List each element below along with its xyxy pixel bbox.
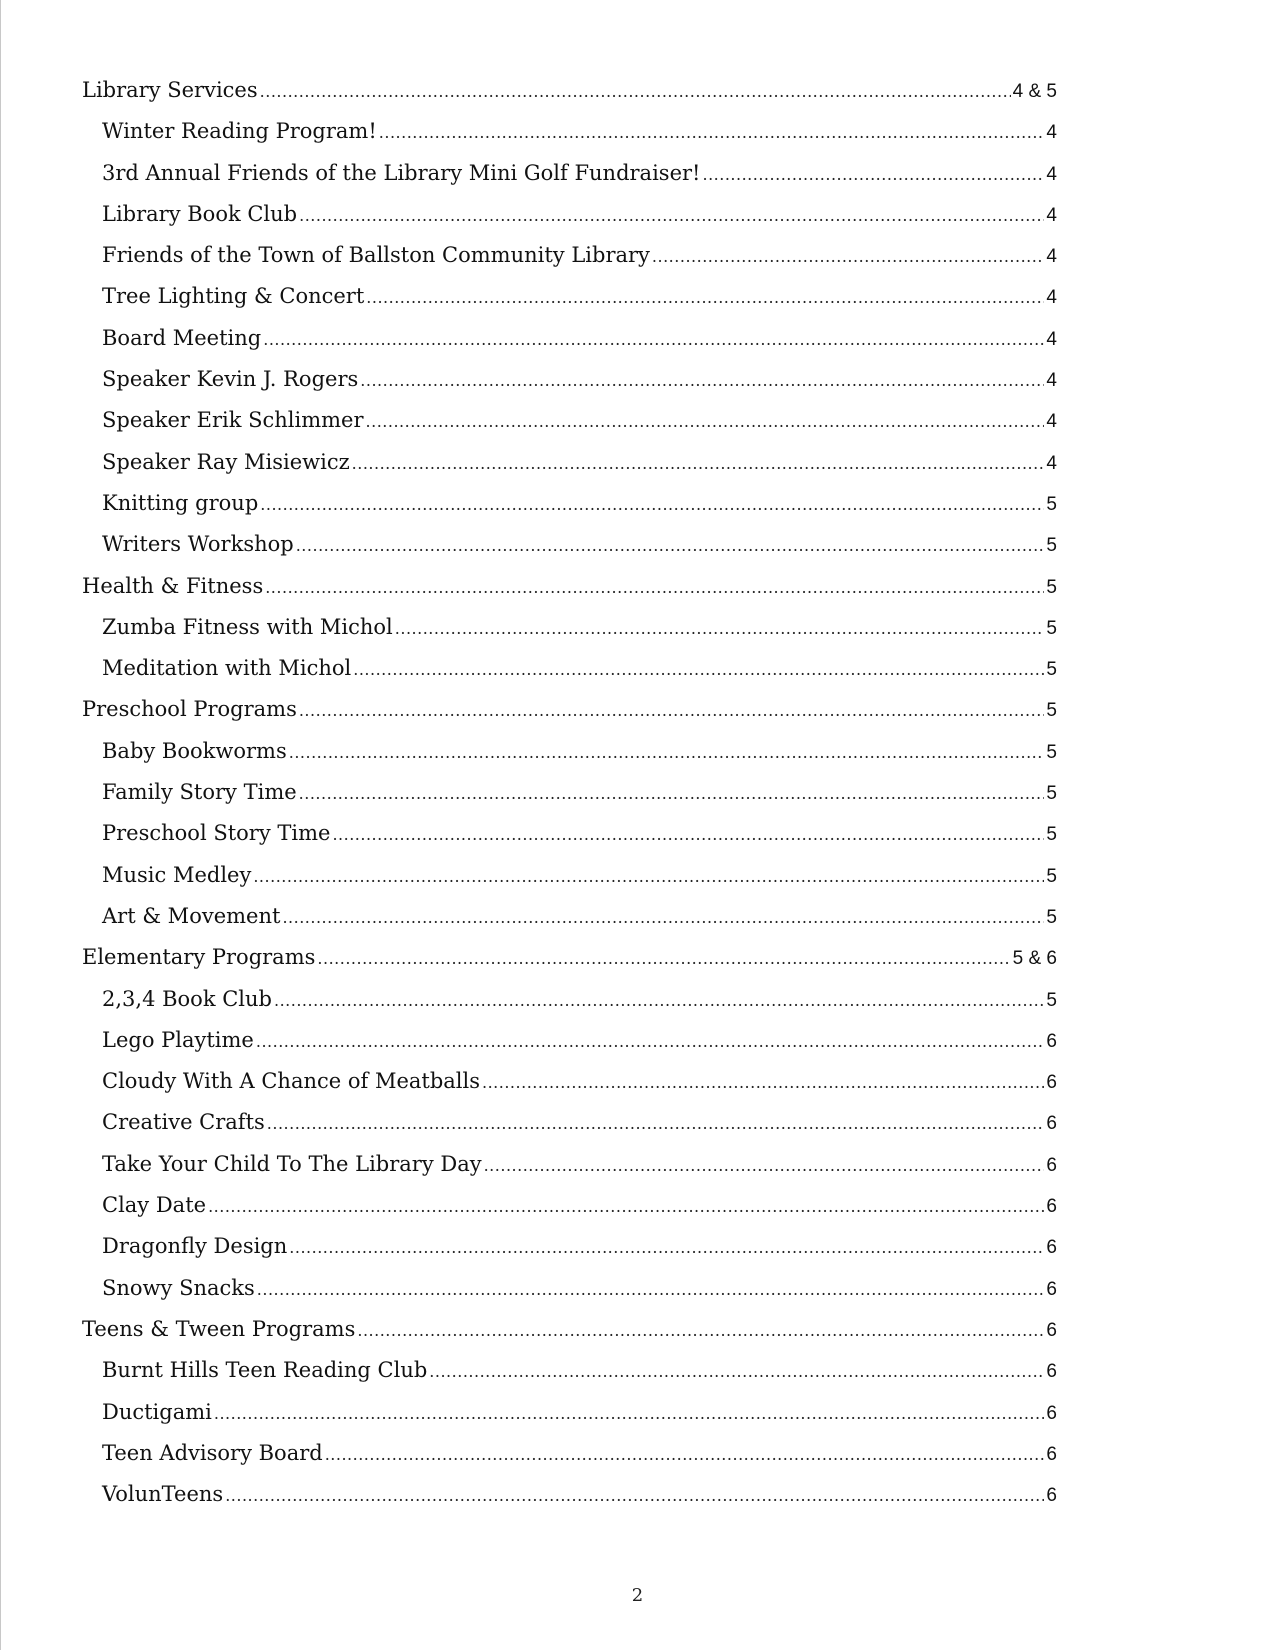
- toc-section-entry[interactable]: [82, 697, 1057, 738]
- toc-entry-title: Take Your Child To The Library Day: [102, 1151, 482, 1176]
- toc-subsection-entry[interactable]: [82, 1400, 1057, 1441]
- toc-entry-page-number: 5: [1046, 659, 1057, 681]
- toc-dot-leader: [702, 165, 1044, 184]
- toc-entry-title: Speaker Erik Schlimmer: [102, 408, 364, 433]
- toc-subsection-entry[interactable]: [82, 1441, 1057, 1482]
- toc-dot-leader: [257, 1280, 1045, 1299]
- toc-entry-page-number: 4: [1046, 452, 1057, 474]
- toc-subsection-entry[interactable]: [82, 1234, 1057, 1275]
- toc-dot-leader: [225, 1486, 1044, 1505]
- toc-subsection-entry[interactable]: [82, 615, 1057, 656]
- toc-dot-leader: [282, 908, 1044, 927]
- toc-entry-title: Burnt Hills Teen Reading Club: [102, 1358, 428, 1383]
- toc-entry-page-number: 4: [1046, 287, 1057, 309]
- toc-entry-title: Art & Movement: [102, 903, 281, 928]
- toc-subsection-entry[interactable]: [82, 1152, 1057, 1193]
- toc-entry-title: Writers Workshop: [102, 532, 294, 557]
- toc-entry-title: Friends of the Town of Ballston Community Library: [102, 243, 650, 268]
- toc-entry-page-number: 5: [1046, 989, 1057, 1011]
- toc-subsection-entry[interactable]: [82, 491, 1057, 532]
- toc-entry-title: 2,3,4 Book Club: [102, 986, 272, 1011]
- toc-entry-page-number: 4: [1046, 328, 1057, 350]
- toc-entry-title: Snowy Snacks: [102, 1275, 255, 1300]
- toc-entry-page-number: 4: [1046, 370, 1057, 392]
- toc-subsection-entry[interactable]: [82, 1276, 1057, 1317]
- toc-dot-leader: [482, 1073, 1044, 1092]
- toc-dot-leader: [263, 330, 1044, 349]
- toc-dot-leader: [429, 1362, 1044, 1381]
- toc-entry-page-number: 5: [1046, 617, 1057, 639]
- toc-section-entry[interactable]: [82, 78, 1057, 119]
- toc-entry-title: Lego Playtime: [102, 1027, 254, 1052]
- toc-entry-title: Speaker Ray Misiewicz: [102, 449, 350, 474]
- toc-entry-page-number: 6: [1046, 1154, 1057, 1176]
- toc-subsection-entry[interactable]: [82, 450, 1057, 491]
- toc-entry-page-number: 5: [1046, 824, 1057, 846]
- toc-dot-leader: [360, 371, 1044, 390]
- toc-dot-leader: [353, 660, 1044, 679]
- toc-entry-title: VolunTeens: [102, 1482, 224, 1507]
- toc-entry-page-number: 6: [1046, 1278, 1057, 1300]
- toc-dot-leader: [260, 495, 1044, 514]
- toc-entry-title: Zumba Fitness with Michol: [102, 614, 393, 639]
- toc-dot-leader: [296, 536, 1045, 555]
- toc-dot-leader: [267, 1114, 1045, 1133]
- toc-entry-title: Tree Lighting & Concert: [102, 284, 365, 309]
- toc-dot-leader: [256, 1032, 1045, 1051]
- toc-entry-page-number: 5: [1046, 906, 1057, 928]
- toc-entry-title: Family Story Time: [102, 780, 297, 805]
- toc-subsection-entry[interactable]: [82, 326, 1057, 367]
- toc-dot-leader: [317, 949, 1010, 968]
- toc-entry-page-number: 6: [1046, 1361, 1057, 1383]
- toc-entry-title: Music Medley: [102, 862, 252, 887]
- toc-subsection-entry[interactable]: [82, 119, 1057, 160]
- toc-subsection-entry[interactable]: [82, 1482, 1057, 1523]
- toc-entry-page-number: 6: [1046, 1237, 1057, 1259]
- toc-dot-leader: [366, 412, 1045, 431]
- toc-entry-page-number: 6: [1046, 1443, 1057, 1465]
- toc-entry-page-number: 5: [1046, 700, 1057, 722]
- toc-entry-page-number: 6: [1046, 1072, 1057, 1094]
- table-of-contents: [82, 78, 1057, 1523]
- toc-entry-title: Board Meeting: [102, 325, 262, 350]
- toc-dot-leader: [274, 991, 1044, 1010]
- toc-entry-page-number: 5: [1046, 741, 1057, 763]
- toc-entry-page-number: 5: [1046, 865, 1057, 887]
- toc-subsection-entry[interactable]: [82, 202, 1057, 243]
- toc-entry-page-number: 4: [1046, 122, 1057, 144]
- toc-entry-page-number: 4: [1046, 163, 1057, 185]
- toc-entry-title: Elementary Programs: [82, 945, 316, 970]
- toc-entry-page-number: 5: [1046, 576, 1057, 598]
- toc-entry-page-number: 6: [1046, 1485, 1057, 1507]
- toc-subsection-entry[interactable]: [82, 780, 1057, 821]
- toc-dot-leader: [214, 1404, 1045, 1423]
- toc-entry-page-number: 4 & 5: [1012, 81, 1057, 102]
- toc-subsection-entry[interactable]: [82, 1193, 1057, 1234]
- toc-subsection-entry[interactable]: [82, 821, 1057, 862]
- toc-entry-page-number: 5: [1046, 493, 1057, 515]
- toc-entry-title: Preschool Story Time: [102, 821, 331, 846]
- toc-subsection-entry[interactable]: [82, 284, 1057, 325]
- toc-entry-title: Teens & Tween Programs: [82, 1316, 356, 1341]
- toc-subsection-entry[interactable]: [82, 408, 1057, 449]
- toc-dot-leader: [332, 825, 1044, 844]
- toc-subsection-entry[interactable]: [82, 367, 1057, 408]
- toc-entry-title: Meditation with Michol: [102, 656, 352, 681]
- toc-entry-page-number: 6: [1046, 1113, 1057, 1135]
- toc-entry-title: Speaker Kevin J. Rogers: [102, 367, 359, 392]
- toc-dot-leader: [299, 206, 1044, 225]
- toc-subsection-entry[interactable]: [82, 1069, 1057, 1110]
- toc-entry-title: Clay Date: [102, 1193, 207, 1218]
- toc-subsection-entry[interactable]: [82, 1028, 1057, 1069]
- toc-subsection-entry[interactable]: [82, 532, 1057, 573]
- toc-entry-title: Winter Reading Program!: [102, 119, 377, 144]
- toc-entry-title: Preschool Programs: [82, 697, 297, 722]
- toc-entry-title: 3rd Annual Friends of the Library Mini Golf Fundraiser!: [102, 160, 701, 185]
- toc-dot-leader: [652, 247, 1045, 266]
- toc-subsection-entry[interactable]: [82, 863, 1057, 904]
- toc-entry-page-number: 4: [1046, 246, 1057, 268]
- toc-dot-leader: [260, 82, 1011, 101]
- toc-dot-leader: [352, 454, 1045, 473]
- toc-dot-leader: [208, 1197, 1044, 1216]
- toc-entry-title: Health & Fitness: [82, 573, 264, 598]
- toc-subsection-entry[interactable]: [82, 1358, 1057, 1399]
- toc-section-entry[interactable]: [82, 945, 1057, 986]
- toc-subsection-entry[interactable]: [82, 739, 1057, 780]
- toc-entry-title: Knitting group: [102, 490, 259, 515]
- toc-subsection-entry[interactable]: [82, 987, 1057, 1028]
- toc-dot-leader: [299, 701, 1045, 720]
- toc-entry-page-number: 5 & 6: [1012, 948, 1057, 970]
- toc-entry-title: Ductigami: [102, 1399, 212, 1424]
- toc-entry-page-number: 5: [1046, 535, 1057, 557]
- page-edge-divider: [0, 0, 1, 1650]
- toc-entry-title: Cloudy With A Chance of Meatballs: [102, 1069, 480, 1094]
- page-number: 2: [631, 1585, 644, 1606]
- toc-subsection-entry[interactable]: [82, 243, 1057, 284]
- toc-dot-leader: [357, 1321, 1044, 1340]
- toc-dot-leader: [299, 784, 1045, 803]
- toc-entry-title: Library Book Club: [102, 201, 298, 226]
- toc-dot-leader: [289, 743, 1045, 762]
- toc-subsection-entry[interactable]: [82, 656, 1057, 697]
- toc-entry-title: Creative Crafts: [102, 1110, 265, 1135]
- toc-dot-leader: [325, 1445, 1045, 1464]
- toc-subsection-entry[interactable]: [82, 1110, 1057, 1151]
- toc-subsection-entry[interactable]: [82, 904, 1057, 945]
- toc-entry-page-number: 5: [1046, 783, 1057, 805]
- toc-entry-page-number: 6: [1046, 1196, 1057, 1218]
- toc-entry-title: Dragonfly Design: [102, 1234, 288, 1259]
- toc-entry-page-number: 4: [1046, 411, 1057, 433]
- toc-entry-page-number: 6: [1046, 1402, 1057, 1424]
- toc-entry-page-number: 6: [1046, 1030, 1057, 1052]
- toc-section-entry[interactable]: [82, 574, 1057, 615]
- toc-dot-leader: [484, 1156, 1045, 1175]
- toc-entry-page-number: 4: [1046, 204, 1057, 226]
- toc-subsection-entry[interactable]: [82, 161, 1057, 202]
- toc-entry-title: Teen Advisory Board: [102, 1440, 323, 1465]
- toc-dot-leader: [379, 123, 1045, 142]
- toc-dot-leader: [395, 619, 1045, 638]
- toc-entry-title: Baby Bookworms: [102, 738, 287, 763]
- toc-dot-leader: [289, 1238, 1044, 1257]
- toc-dot-leader: [265, 578, 1044, 597]
- toc-section-entry[interactable]: [82, 1317, 1057, 1358]
- toc-dot-leader: [366, 288, 1044, 307]
- toc-entry-title: Library Services: [82, 78, 258, 102]
- toc-dot-leader: [253, 867, 1044, 886]
- toc-entry-page-number: 6: [1046, 1319, 1057, 1341]
